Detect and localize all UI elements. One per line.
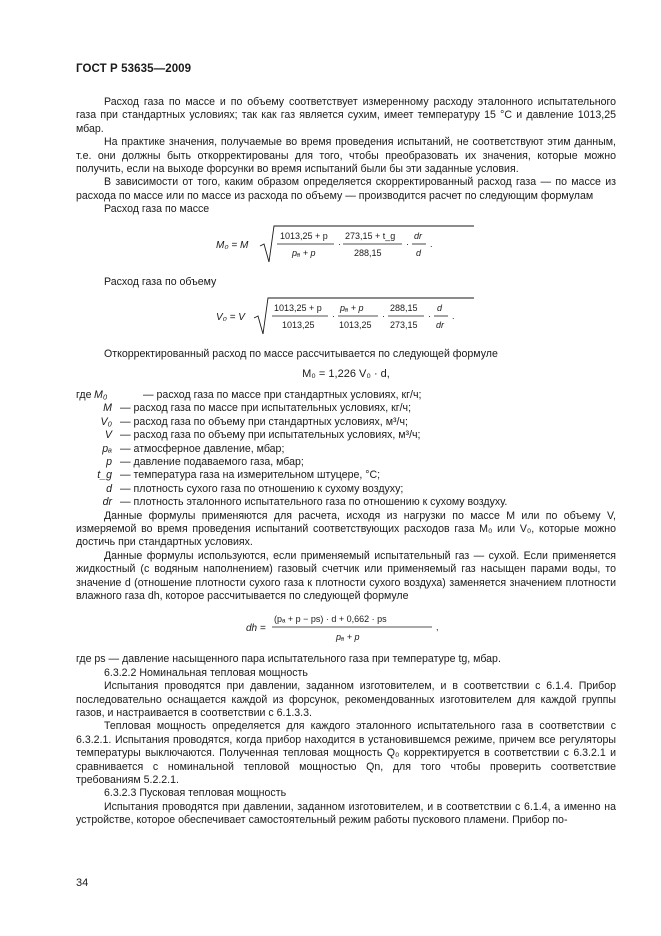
section-6322-title: 6.3.2.2 Номинальная тепловая мощность xyxy=(104,666,308,679)
definition-term: M₀ xyxy=(94,388,108,401)
paragraph-5: Данные формулы применяются для расчета, исходя из нагрузки по массе M или по объему V, измеряемой во время проведения испытаний соответствующих расходов газа M₀ или V₀, которые можно достичь при стандартных условиях. xyxy=(76,509,616,549)
formula-num3: dr xyxy=(414,230,423,241)
formula-den4: dr xyxy=(436,320,445,331)
formula-den2: 288,15 xyxy=(354,247,382,258)
formula-num3: 288,15 xyxy=(390,303,418,314)
svg-text:·: · xyxy=(338,238,341,249)
document-header: ГОСТ Р 53635—2009 xyxy=(76,63,192,75)
definition-row xyxy=(76,456,616,469)
svg-text:.: . xyxy=(452,311,455,322)
definition-desc: — плотность сухого газа по отношению к сухому воздуху; xyxy=(120,482,404,495)
formula-num1: 1013,25 + p xyxy=(280,230,328,241)
definition-row xyxy=(76,416,616,429)
formula-den1: 1013,25 xyxy=(282,320,315,331)
definition-desc: — расход газа по массе при испытательных условиях, кг/ч; xyxy=(120,402,412,415)
formula-num4: d xyxy=(437,303,443,314)
ps-definition: где ps — давление насыщенного пара испытательного газа при температуре tg, мбар. xyxy=(76,653,501,666)
definition-term: dr xyxy=(102,496,112,509)
formula-den3: 273,15 xyxy=(390,320,418,331)
section-6323-title: 6.3.2.3 Пусковая тепловая мощность xyxy=(104,787,287,800)
formula-den1: pₐ + p xyxy=(292,247,316,258)
mass-flow-formula xyxy=(76,224,616,266)
definition-desc: — расход газа по массе при стандартных условиях, кг/ч; xyxy=(143,388,422,401)
paragraph-2: На практике значения, получаемые во время проведения испытаний, не соответствуют этим данным, т.е. они должны быть откорректированы для того, чтобы преобразовать их значения, которые можно получить, если на выходе форсунки во время испытаний были бы эти заданные условия. xyxy=(76,136,616,176)
formula-lhs: V₀ = V xyxy=(216,312,245,324)
paragraph-1: Расход газа по массе и по объему соответствует измеренному расходу эталонного испытательного газа при стандартных условиях; так как газ является сухим, имеет температуру 15 °С и давление 1013,25 мбар. xyxy=(76,96,616,135)
paragraph-4: Откорректированный расход по массе рассчитывается по следующей формуле xyxy=(104,348,498,361)
definition-desc: — плотность эталонного испытательного газа по отношению к сухому воздуху. xyxy=(120,496,508,509)
definition-desc: — давление подаваемого газа, мбар; xyxy=(120,455,304,468)
corrected-mass-formula: M₀ = 1,226 V₀ · d, xyxy=(302,368,390,381)
formula-num: (pₐ + p − ps) · d + 0,662 · ps xyxy=(274,614,387,625)
document-body xyxy=(76,96,616,828)
paragraph-3: В зависимости от того, каким образом определяется скорректированный расход газа — по массе из расхода по массе или по массе из расхода по объему — производится расчет по следующим формулам xyxy=(76,176,616,202)
paragraph-7: Испытания проводятся при давлении, заданном изготовителем, и в соответствии с 6.1.4. Прибор последовательно оснащается каждой из форсунок, рекомендованных изготовителем для каждой группы газов, и настраивается в соответствии с 6.1.3.3. xyxy=(76,680,616,719)
definition-row xyxy=(76,496,616,509)
definition-term: V₀ xyxy=(100,415,112,428)
mass-flow-label: Расход газа по массе xyxy=(104,203,210,216)
paragraph-8: Тепловая мощность определяется для каждого эталонного испытательного газа в соответствии с 6.3.2.1. Испытания проводятся, когда прибор находится в установившемся режиме, причем все регуляторы температуры выключаются. Полученная тепловая мощность Q₀ корректируется в соответствии с 6.3.2.1 и сравнивается с номинальной тепловой мощностью Qn, для того чтобы проверить соответствие требованиям 5.2.2.1. xyxy=(76,720,616,787)
definition-row xyxy=(76,429,616,442)
formula-lhs: dh = xyxy=(246,623,266,635)
definition-desc: — расход газа по объему при стандартных условиях, м³/ч; xyxy=(120,415,408,428)
where-label: где xyxy=(76,388,92,401)
svg-text:·: · xyxy=(406,238,409,249)
definition-row xyxy=(76,389,616,402)
formula-num1: 1013,25 + p xyxy=(274,303,322,314)
formula-den: pₐ + p xyxy=(336,632,360,643)
definition-term: p xyxy=(106,455,112,468)
definition-desc: — расход газа по объему при испытательных условиях, м³/ч; xyxy=(120,429,421,442)
definition-term: d xyxy=(106,482,112,495)
definition-desc: — температура газа на измерительном штуцере, °С; xyxy=(120,469,381,482)
humid-density-formula xyxy=(76,610,616,646)
paragraph-6: Данные формулы используются, если применяемый испытательный газ — сухой. Если применяется жидкостный (с водяным наполнением) газовый счетчик или применяемый газ насыщен парами воды, то значение d (отношение плотности сухого газа к плотности сухого воздуха) заменяется значением плотности влажного газа dh, которое рассчитывается по следующей формуле xyxy=(76,549,616,602)
definition-term: pₐ xyxy=(102,442,112,455)
definition-term: M xyxy=(103,402,112,415)
svg-text:·: · xyxy=(332,311,335,322)
definition-row xyxy=(76,469,616,482)
formula-num2: pₐ + p xyxy=(340,303,364,314)
svg-text:,: , xyxy=(436,622,439,633)
formula-den3: d xyxy=(416,247,422,258)
definition-term: t_g xyxy=(97,469,112,482)
formula-lhs: M₀ = M xyxy=(216,239,249,251)
definition-desc: — атмосферное давление, мбар; xyxy=(120,442,285,455)
formula-num2: 273,15 + t_g xyxy=(345,230,396,241)
volume-flow-formula xyxy=(76,296,616,338)
page-number: 34 xyxy=(76,877,89,889)
definitions-list xyxy=(76,389,616,510)
definition-row xyxy=(76,402,616,415)
definition-term: V xyxy=(104,429,112,442)
svg-text:·: · xyxy=(428,311,431,322)
formula-den2: 1013,25 xyxy=(339,320,372,331)
paragraph-9: Испытания проводятся при давлении, заданном изготовителем, и в соответствии с 6.1.4, а именно на устройстве, которое обеспечивает самостоятельный режим работы пускового пламени. Прибор по- xyxy=(76,800,616,827)
volume-flow-label: Расход газа по объему xyxy=(104,275,217,288)
definition-row xyxy=(76,443,616,456)
svg-text:·: · xyxy=(382,311,385,322)
definition-row xyxy=(76,483,616,496)
svg-text:.: . xyxy=(430,238,433,249)
